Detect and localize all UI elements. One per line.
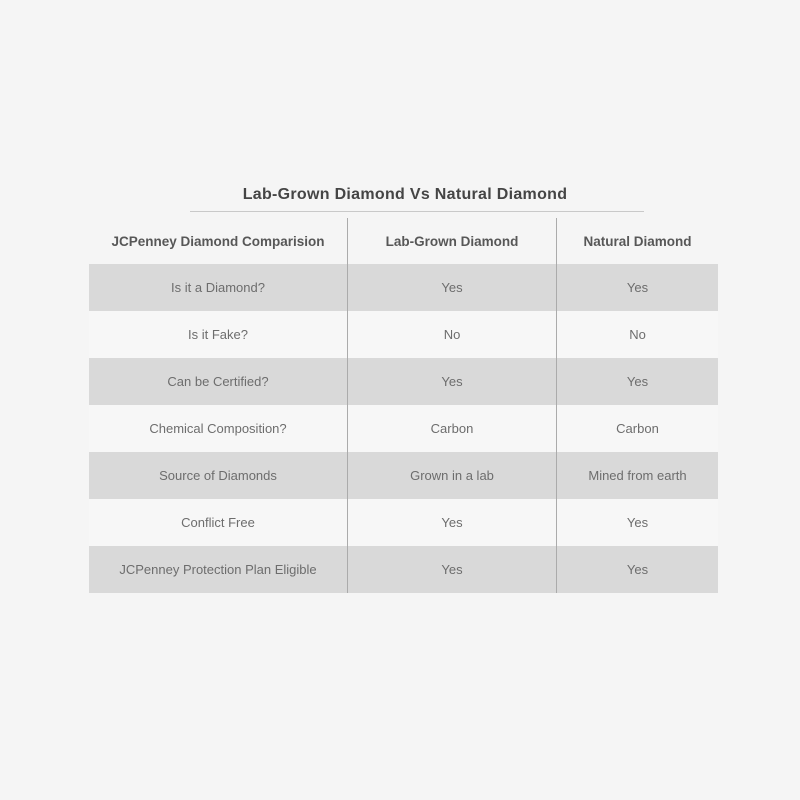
row-label: Conflict Free xyxy=(181,515,255,530)
row-label: Is it Fake? xyxy=(188,327,248,342)
natural-value: Yes xyxy=(556,499,718,546)
table-header-row xyxy=(89,218,718,264)
table-row xyxy=(89,311,718,358)
row-label: Chemical Composition? xyxy=(149,421,287,436)
row-label: Can be Certified? xyxy=(167,374,269,389)
table-row xyxy=(89,546,718,593)
natural-value: Yes xyxy=(556,546,718,593)
column-header-lab-grown: Lab-Grown Diamond xyxy=(347,218,556,264)
lab-grown-value: Carbon xyxy=(347,405,556,452)
row-label: Source of Diamonds xyxy=(159,468,277,483)
row-label: Is it a Diamond? xyxy=(171,280,265,295)
lab-grown-value: Yes xyxy=(347,358,556,405)
natural-value: Carbon xyxy=(556,405,718,452)
column-header-comparison: JCPenney Diamond Comparision xyxy=(111,233,325,249)
table-row xyxy=(89,264,718,311)
title-divider xyxy=(190,211,644,212)
natural-value: No xyxy=(556,311,718,358)
lab-grown-value: Yes xyxy=(347,499,556,546)
lab-grown-value: Yes xyxy=(347,264,556,311)
comparison-table xyxy=(89,218,718,593)
natural-value: Yes xyxy=(556,264,718,311)
table-row xyxy=(89,499,718,546)
table-row xyxy=(89,358,718,405)
page-title: Lab-Grown Diamond Vs Natural Diamond xyxy=(242,186,568,203)
lab-grown-value: Yes xyxy=(347,546,556,593)
row-label: JCPenney Protection Plan Eligible xyxy=(119,562,317,577)
table-row xyxy=(89,405,718,452)
column-header-natural: Natural Diamond xyxy=(556,218,718,264)
natural-value: Mined from earth xyxy=(556,452,718,499)
lab-grown-value: No xyxy=(347,311,556,358)
natural-value: Yes xyxy=(556,358,718,405)
lab-grown-value: Grown in a lab xyxy=(347,452,556,499)
table-row xyxy=(89,452,718,499)
